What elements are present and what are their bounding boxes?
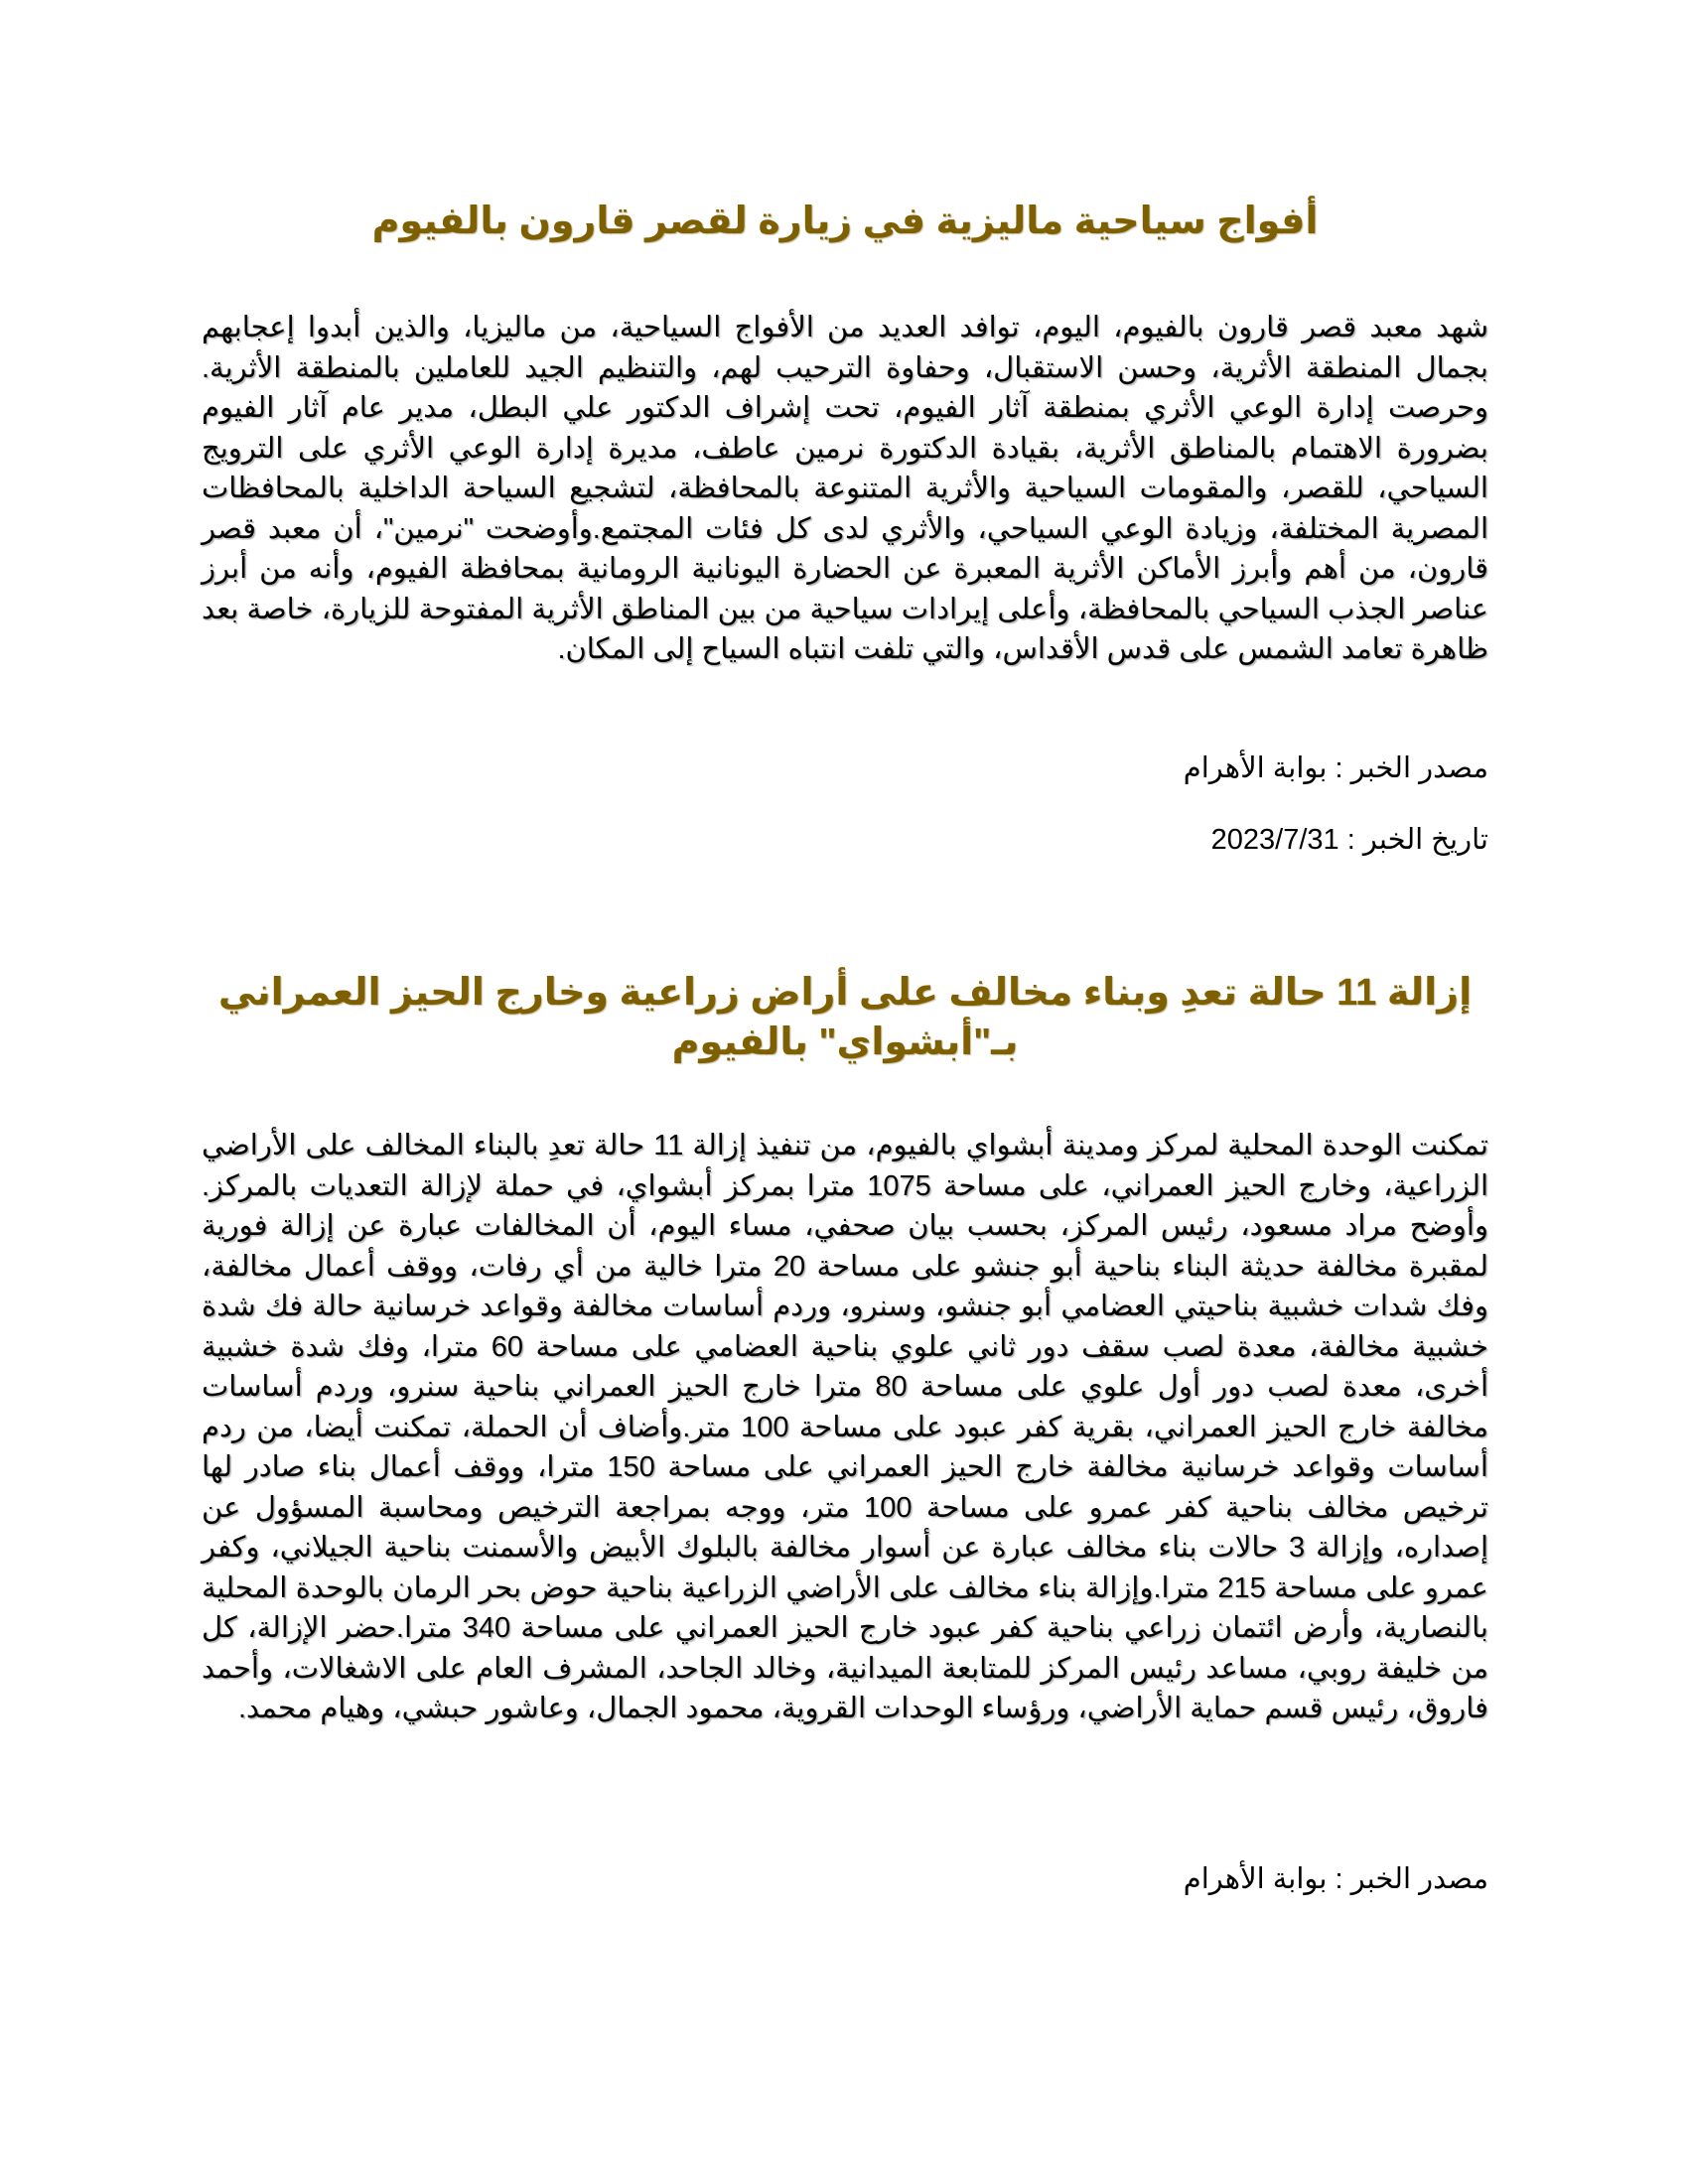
news-source-label: مصدر الخبر	[1350, 1863, 1488, 1895]
news-date-label: تاريخ الخبر	[1362, 824, 1488, 856]
article-body: شهد معبد قصر قارون بالفيوم، اليوم، توافد العديد من الأفواج السياحية، من ماليزيا، والذين أبدوا إعجابهم بجمال المنطقة الأثرية، وحسن الاستقبال، وحفاوة الترحيب لهم، والتنظيم الجيد للعاملين بالمنطقة الأثرية. وحرصت إدارة الوعي الأثري بمنطقة آثار الفيوم، تحت إشراف الدكتور علي البطل، مدير عام آثار الفيوم بضرورة الاهتمام بالمناطق الأثرية، بقيادة الدكتورة نرمين عاطف، مديرة إدارة الوعي الأثري على الترويج السياحي، للقصر، والمقومات السياحية والأثرية المتنوعة بالمحافظة، لتشجيع السياحة الداخلية بالمحافظات المصرية المختلفة، وزيادة الوعي السياحي، والأثري لدى كل فئات المجتمع.وأوضحت "نرمين"، أن معبد قصر قارون، من أهم وأبرز الأماكن الأثرية المعبرة عن الحضارة اليونانية الرومانية بمحافظة الفيوم، وأنه من أبرز عناصر الجذب السياحي بالمحافظة، وأعلى إيرادات سياحية من بين المناطق الأثرية المفتوحة للزيارة، خاصة بعد ظاهرة تعامد الشمس على قدس الأقداس، والتي تلفت انتباه السياح إلى المكان.	[202, 312, 1488, 665]
news-date	[202, 820, 1488, 860]
separator: :	[1327, 752, 1343, 784]
news-source	[202, 1859, 1488, 1899]
news-source	[202, 749, 1488, 788]
news-source-value: بوابة الأهرام	[1183, 1863, 1328, 1895]
separator: :	[1338, 824, 1355, 856]
news-source-value: بوابة الأهرام	[1183, 752, 1328, 784]
news-date-value: 2023/7/31	[1210, 824, 1339, 856]
article-title: إزالة 11 حالة تعدِ وبناء مخالف على أراض زراعية وخارج الحيز العمراني بـ"أبشواي" بالفيوم	[217, 972, 1473, 1063]
article-title: أفواج سياحية ماليزية في زيارة لقصر قارون بالفيوم	[371, 201, 1319, 242]
article-body: تمكنت الوحدة المحلية لمركز ومدينة أبشواي بالفيوم، من تنفيذ إزالة 11 حالة تعدِ بالبناء المخالف على الأراضي الزراعية، وخارج الحيز العمراني، على مساحة 1075 مترا بمركز أبشواي، في حملة لإزالة التعديات بالمركز. وأوضح مراد مسعود، رئيس المركز، بحسب بيان صحفي، مساء اليوم، أن المخالفات عبارة عن إزالة فورية لمقبرة مخالفة حديثة البناء بناحية أبو جنشو على مساحة 20 مترا خالية من أي رفات، ووقف أعمال مخالفة، وفك شدات خشبية بناحيتي العضامي أبو جنشو، وسنرو، وردم أساسات مخالفة وقواعد خرسانية حالة فك شدة خشبية مخالفة، معدة لصب سقف دور ثاني علوي بناحية العضامي على مساحة 60 مترا، وفك شدة خشبية أخرى، معدة لصب دور أول علوي على مساحة 80 مترا خارج الحيز العمراني بناحية سنرو، وردم أساسات مخالفة خارج الحيز العمراني، بقرية كفر عبود على مساحة 100 متر.وأضاف أن الحملة، تمكنت أيضا، من ردم أساسات وقواعد خرسانية مخالفة خارج الحيز العمراني على مساحة 150 مترا، ووقف أعمال بناء صادر لها ترخيص مخالف بناحية كفر عمرو على مساحة 100 متر، ووجه بمراجعة الترخيص ومحاسبة المسؤول عن إصداره، وإزالة 3 حالات بناء مخالف عبارة عن أسوار مخالفة بالبلوك الأبيض والأسمنت بناحية الجيلاني، وكفر عمرو على مساحة 215 مترا.وإزالة بناء مخالف على الأراضي الزراعية بناحية حوض بحر الرمان بالوحدة المحلية بالنصارية، وأرض ائتمان زراعي بناحية كفر عبود خارج الحيز العمراني على مساحة 340 مترا.حضر الإزالة، كل من خليفة روبي، مساعد رئيس المركز للمتابعة الميدانية، وخالد الجاحد، المشرف العام على الاشغالات، وأحمد فاروق، رئيس قسم حماية الأراضي، ورؤساء الوحدات القروية، محمود الجمال، وعاشور حبشي، وهيام محمد.	[202, 1130, 1489, 1724]
separator: :	[1327, 1863, 1343, 1895]
news-source-label: مصدر الخبر	[1350, 752, 1488, 784]
